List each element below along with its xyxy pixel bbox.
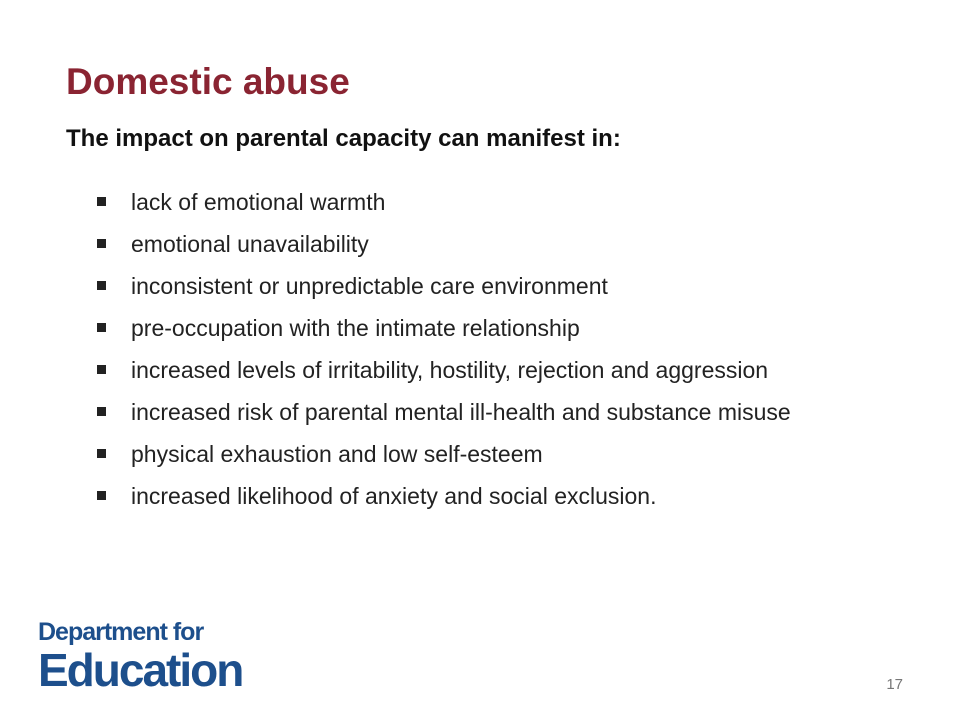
- square-bullet-icon: [97, 365, 106, 374]
- list-item-text: increased levels of irritability, hostility, rejection and aggression: [131, 357, 769, 383]
- list-item: [96, 270, 856, 302]
- list-item: [96, 438, 856, 470]
- list-item-text: physical exhaustion and low self-esteem: [131, 441, 543, 467]
- square-bullet-icon: [97, 449, 106, 458]
- bullet-list: [96, 186, 856, 522]
- list-item-text: lack of emotional warmth: [131, 189, 386, 215]
- page-number: 17: [886, 676, 903, 693]
- list-item-text: increased likelihood of anxiety and social exclusion.: [131, 483, 657, 509]
- logo-line-1: Department for: [38, 618, 204, 646]
- slide-subtitle: The impact on parental capacity can manifest in:: [66, 125, 621, 152]
- list-item: [96, 186, 856, 218]
- logo-line-2: Education: [38, 644, 243, 696]
- list-item-text: increased risk of parental mental ill-health and substance misuse: [131, 399, 791, 425]
- list-item-text: inconsistent or unpredictable care environment: [131, 273, 608, 299]
- list-item-text: emotional unavailability: [131, 231, 369, 257]
- list-item: [96, 396, 856, 428]
- square-bullet-icon: [97, 197, 106, 206]
- slide-title: Domestic abuse: [66, 61, 350, 102]
- square-bullet-icon: [97, 281, 106, 290]
- list-item: [96, 354, 856, 386]
- list-item: [96, 228, 856, 260]
- square-bullet-icon: [97, 407, 106, 416]
- square-bullet-icon: [97, 239, 106, 248]
- square-bullet-icon: [97, 491, 106, 500]
- list-item-text: pre-occupation with the intimate relationship: [131, 315, 580, 341]
- list-item: [96, 312, 856, 344]
- list-item: [96, 480, 856, 512]
- square-bullet-icon: [97, 323, 106, 332]
- department-for-education-logo: [38, 618, 243, 696]
